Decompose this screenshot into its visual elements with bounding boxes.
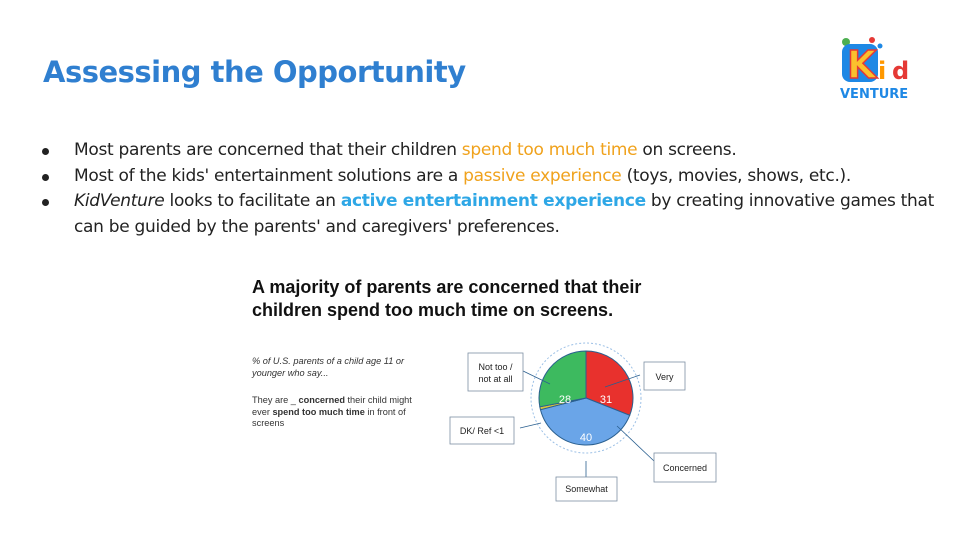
bullet-dot — [42, 199, 49, 206]
callout-label-somewhat: Somewhat — [565, 484, 608, 494]
svg-text:VENTURE: VENTURE — [840, 87, 909, 102]
bullet-item: Most parents are concerned that their children spend too much time on screens. — [42, 138, 947, 164]
bullet-item: Most of the kids' entertainment solutions are a passive experience (toys, movies, shows, etc.). — [42, 164, 947, 190]
svg-text:i: i — [878, 57, 887, 85]
callout-line — [520, 423, 541, 428]
svg-text:d: d — [892, 57, 910, 85]
figure-title: A majority of parents are concerned that their children spend too much time on screens. — [252, 277, 642, 320]
bullet-dot — [42, 174, 49, 181]
figure-question: They are _ concerned their child might ever spend too much time in front of screens — [252, 395, 412, 428]
highlight-text: active entertainment experience — [340, 191, 646, 211]
highlight-text: passive experience — [463, 165, 622, 186]
callout-label-dk: DK/ Ref <1 — [459, 426, 505, 436]
data-label-very: 31 — [599, 394, 613, 406]
bullet-dot — [42, 148, 49, 155]
page-title: Assessing the Opportunity — [43, 55, 466, 89]
data-label-somewhat: 40 — [579, 432, 593, 444]
callout-label-not-too: Not too / — [478, 362, 513, 372]
figure-subtitle: % of U.S. parents of a child age 11 or younger who say... — [252, 356, 405, 378]
callout-line — [617, 426, 654, 461]
highlight-text: spend too much time — [461, 140, 638, 160]
callout-box-not-too — [468, 353, 523, 391]
kidventure-logo — [836, 36, 926, 104]
data-label-not-too: 28 — [558, 394, 572, 406]
survey-figure — [250, 276, 730, 516]
brand-name: KidVenture — [74, 191, 165, 211]
callout-label-not-at-all: not at all — [478, 374, 513, 384]
pie-chart — [250, 276, 730, 516]
svg-text:K: K — [847, 43, 877, 87]
bullet-list — [42, 138, 947, 240]
callout-label-very: Very — [655, 372, 674, 382]
callout-label-concerned: Concerned — [662, 463, 708, 473]
bullet-item: KidVenture looks to facilitate an active entertainment experience by creating innovative games that can be guided by the parents' and caregivers' preferences. — [42, 189, 947, 240]
